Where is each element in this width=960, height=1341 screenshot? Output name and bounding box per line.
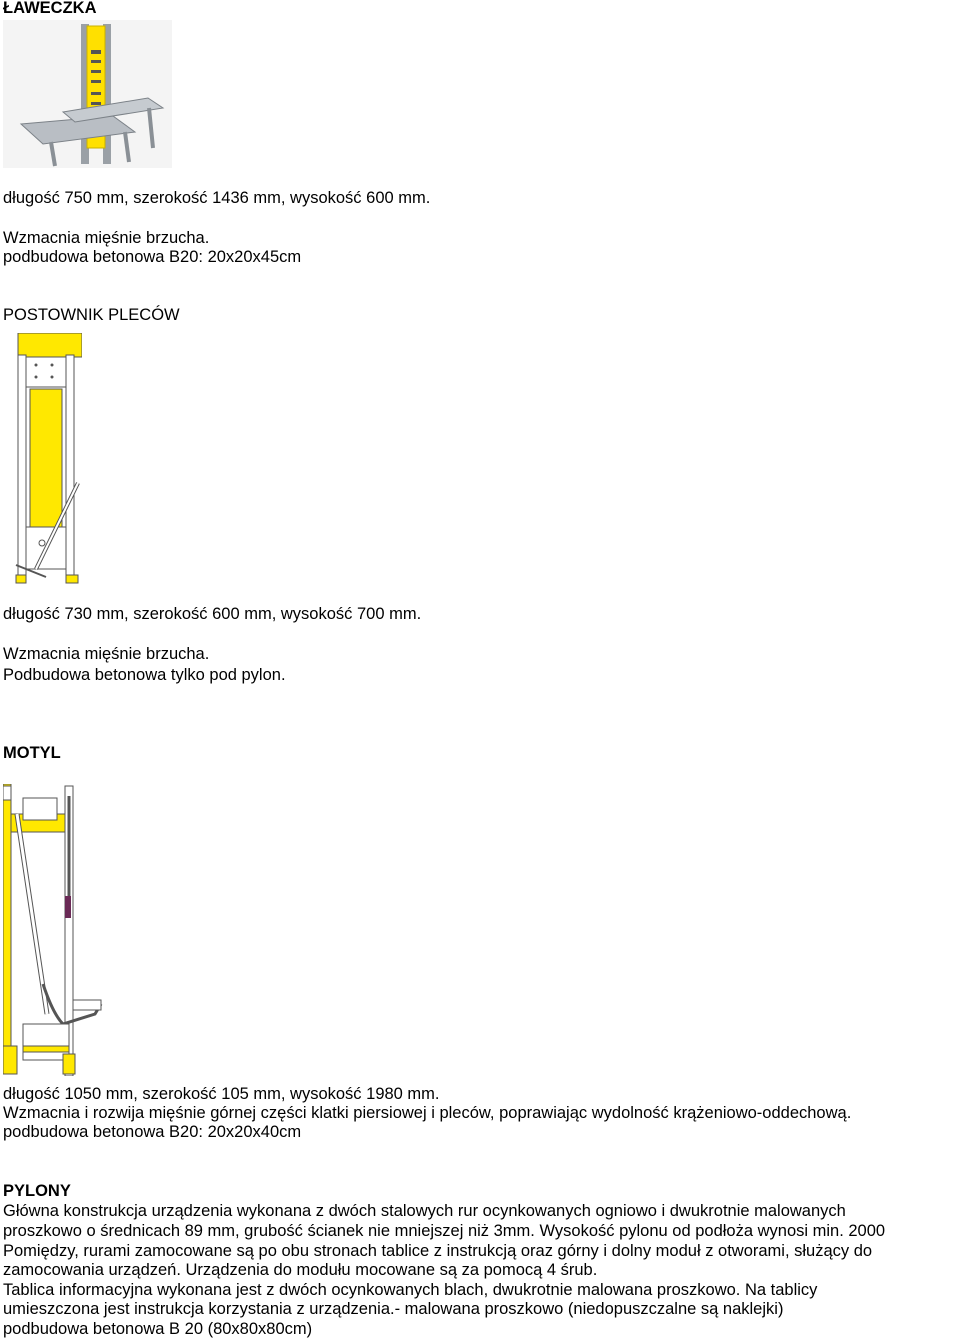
postownik-foundation: Podbudowa betonowa tylko pod pylon. [3, 666, 286, 684]
postownik-dimensions: długość 730 mm, szerokość 600 mm, wysokość 700 mm. [3, 605, 422, 623]
postownik-description: Wzmacnia mięśnie brzucha. [3, 645, 210, 663]
pylony-line-5: Tablica informacyjna wykonana jest z dwóch ocynkowanych blach, dwukrotnie malowana proszkowo. Na tablicy [3, 1281, 818, 1299]
laweczka-dimensions: długość 750 mm, szerokość 1436 mm, wysokość 600 mm. [3, 189, 431, 207]
motyl-dimensions: długość 1050 mm, szerokość 105 mm, wysokość 1980 mm. [3, 1085, 440, 1103]
motyl-description: Wzmacnia i rozwija mięśnie górnej części klatki piersiowej i pleców, poprawiając wydolność krążeniowo-oddechową. [3, 1104, 852, 1122]
back-extension-equipment-image [12, 333, 82, 585]
laweczka-description: Wzmacnia mięśnie brzucha. [3, 229, 210, 247]
section-title-postownik: POSTOWNIK PLECÓW [3, 306, 180, 324]
pylony-line-7: podbudowa betonowa B 20 (80x80x80cm) [3, 1320, 313, 1338]
pylony-line-2: proszkowo o średnicach 89 mm, grubość ścianek nie mniejszej niż 3mm. Wysokość pylonu od podłoża wynosi min. 2000 [3, 1222, 886, 1240]
pylony-line-3: Pomiędzy, rurami zamocowane są po obu stronach tablice z instrukcją oraz górny i dolny moduł z otworami, służący do [3, 1242, 873, 1260]
pylony-line-6: umieszczona jest instrukcja korzystania z urządzenia.- malowana proszkowo (niedopuszczalne są naklejki) [3, 1300, 784, 1318]
motyl-foundation: podbudowa betonowa B20: 20x20x40cm [3, 1123, 302, 1141]
section-title-laweczka: ŁAWECZKA [3, 0, 97, 17]
section-title-pylony: PYLONY [3, 1182, 71, 1200]
pylony-line-1: Główna konstrukcja urządzenia wykonana z dwóch stalowych rur ocynkowanych ogniowo i dwukrotnie malowanych [3, 1202, 846, 1220]
pylony-line-4: zamocowania urządzeń. Urządzenia do modułu mocowane są za pomocą 4 śrub. [3, 1261, 598, 1279]
section-title-motyl: MOTYL [3, 744, 61, 762]
butterfly-equipment-image [3, 784, 103, 1076]
bench-equipment-image [3, 20, 172, 168]
laweczka-foundation: podbudowa betonowa B20: 20x20x45cm [3, 248, 302, 266]
